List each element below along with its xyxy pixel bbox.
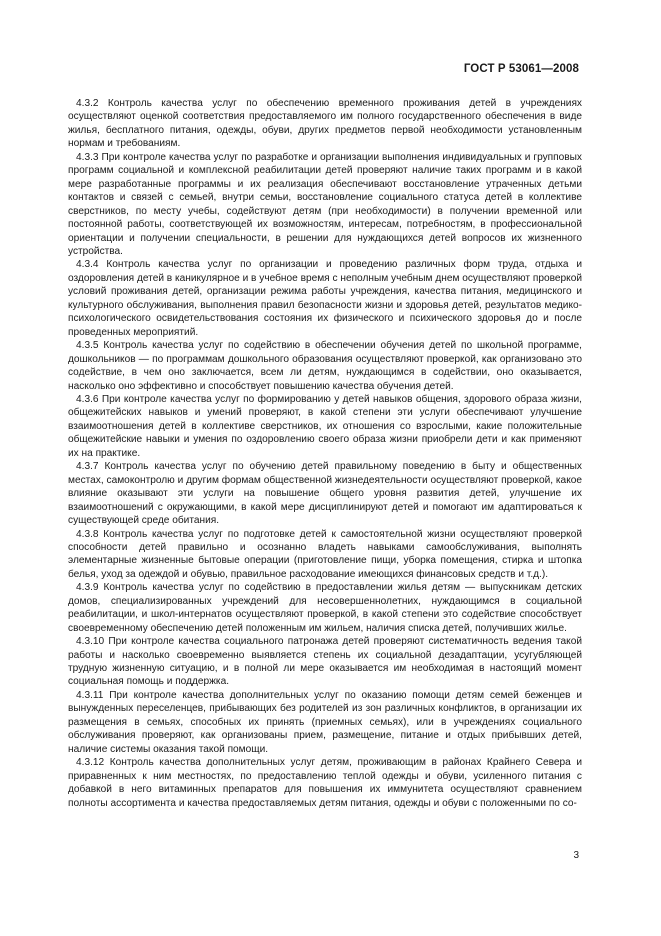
paragraph-4-3-5: 4.3.5 Контроль качества услуг по содействию в обеспечении обучения детей по школьной программе, дошкольников — по программам дошкольного образования осуществляют проверкой, как организовано это содействие, в чем оно заключается, всем ли детям, нуждающимся в содействии, оно оказывается, насколько оно эффективно и способствует повышению качества обучения детей. [68,340,582,392]
paragraph-4-3-10: 4.3.10 При контроле качества социального патронажа детей проверяют систематичность ведения такой работы и насколько своевременно выявляется степень их социальной дезадаптации, усугубляющей трудную жизненную ситуацию, и в полной ли мере оказывается им необходимая в настоящий момент социальная помощь и поддержка. [68,636,582,688]
paragraph-4-3-11: 4.3.11 При контроле качества дополнительных услуг по оказанию помощи детям семей беженцев и вынужденных переселенцев, прибывающих без родителей из зон различных конфликтов, в организации их размещения в семьях, способных их принять (приемных семьях), или в учреждениях социального обслуживания проверяют, как организованы прием, размещение, питание и отдых прибывших детей, наличие системы оказания такой помощи. [68,689,582,755]
paragraph-4-3-2: 4.3.2 Контроль качества услуг по обеспечению временного проживания детей в учреждениях осуществляют оценкой соответствия предоставляемого им полного государственного обеспечения в виде жилья, бесплатного питания, одежды, обуви, других предметов первой необходимости установленным нормам и требованиям. [68,98,582,150]
paragraph-4-3-7: 4.3.7 Контроль качества услуг по обучению детей правильному поведению в быту и общественных местах, самоконтролю и другим формам общественной жизнедеятельности осуществляют проверкой, какое влияние оказывают эти услуги на повышение общего уровня развития детей, улучшение их взаимоотношений с окружающими, в какой мере дисциплинируют детей и помогают им адаптироваться к существующей среде обитания. [68,461,582,527]
paragraph-4-3-9: 4.3.9 Контроль качества услуг по содействию в предоставлении жилья детям — выпускникам детских домов, специализированных учреждений для несовершеннолетних, нуждающимся в социальной реабилитации, и школ-интернатов осуществляют проверкой, в какой степени это содействие способствует своевременному обеспечению детей положенным им жильем, наличия списка детей, получивших жилье. [68,582,582,634]
paragraph-4-3-12: 4.3.12 Контроль качества дополнительных услуг детям, проживающим в районах Крайнего Севера и приравненных к ним местностях, по предоставлению теплой одежды и обуви, усиленного питания с добавкой в него витаминных препаратов для повышения их иммунитета осуществляют сравнением полноты ассортимента и качества предоставляемых детям питания, одежды и обуви с положенными по со- [68,757,582,809]
document-header [464,63,579,75]
paragraph-4-3-4: 4.3.4 Контроль качества услуг по организации и проведению различных форм труда, отдыха и оздоровления детей в каникулярное и в учебное время с неполным учебным днем осуществляют проверкой условий проживания детей, организации режима работы учреждения, качества питания, медицинского и культурного обслуживания, выполнения правил безопасности жизни и здоровья детей, результатов медико-психологического освидетельствования состояния их физического и психического здоровья до и после проведенных мероприятий. [68,259,582,338]
document-body [68,97,582,810]
page-number: 3 [573,850,579,861]
paragraph-4-3-3: 4.3.3 При контроле качества услуг по разработке и организации выполнения индивидуальных и групповых программ социальной и комплексной реабилитации детей проверяют наличие таких программ и в какой мере разработанные программы и их реализация обеспечивают восстановление утраченных детьми контактов и связей с семьей, внутри семьи, восстановление социального статуса детей в коллективе сверстников, по месту учебы, содействуют детям (при необходимости) в получении временной или постоянной работы, соответствующей их возможностям, интересам, потребностям, в профессиональной ориентации и получении специальности, в решении для нуждающихся детей вопросов их жизненного устройства. [68,151,582,257]
standard-code: ГОСТ Р 53061—2008 [463,63,579,75]
paragraph-4-3-8: 4.3.8 Контроль качества услуг по подготовке детей к самостоятельной жизни осуществляют проверкой способности детей правильно и осознанно владеть навыками самообслуживания, выполнять элементарные жизненные бытовые операции (приготовление пищи, уборка помещения, стирка и штопка белья, уход за одеждой и обувью, правильное расходование имеющихся финансовых средств и т.д.). [68,528,582,580]
paragraph-4-3-6: 4.3.6 При контроле качества услуг по формированию у детей навыков общения, здорового образа жизни, общежитейских навыков и умений проверяют, в какой степени эти услуги обеспечивают улучшение взаимоотношения детей в коллективе сверстников, их отношения со взрослыми, какие положительные общежитейские навыки и умения по оздоровлению своего образа жизни приобрели дети и как применяют их на практике. [68,393,582,459]
